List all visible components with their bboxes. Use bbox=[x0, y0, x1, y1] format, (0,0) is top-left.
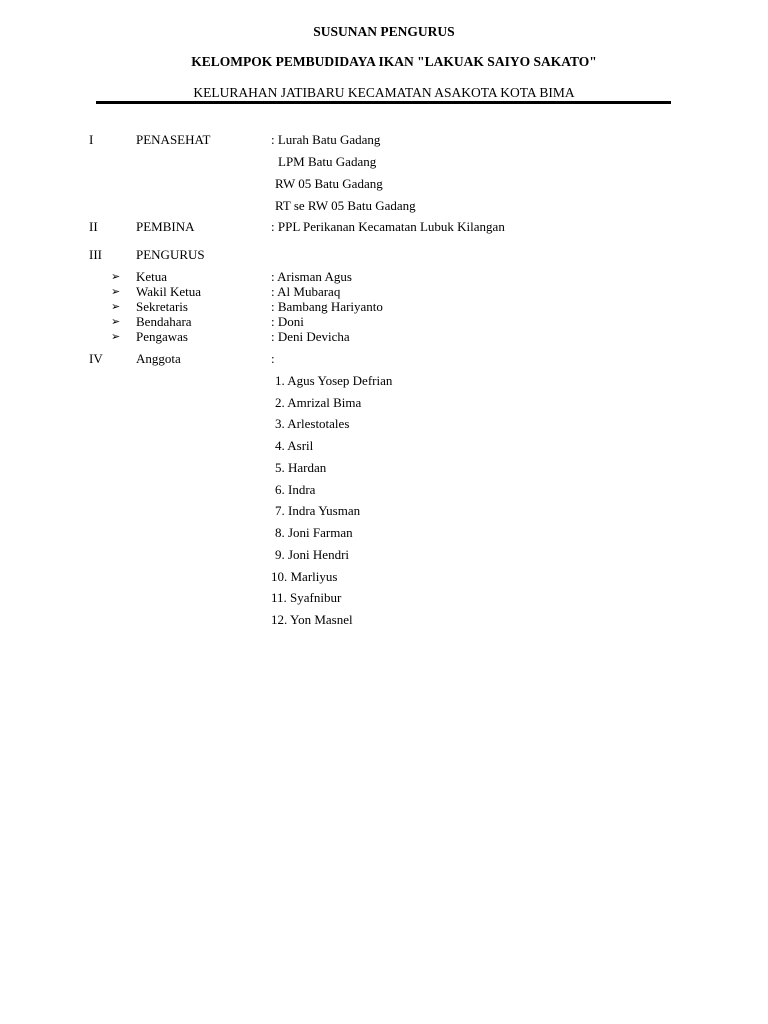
member-item: 10. Marliyus bbox=[271, 569, 338, 584]
arrow-bullet-icon: ➢ bbox=[111, 270, 121, 283]
member-item: 5. Hardan bbox=[275, 460, 327, 475]
member-item: 3. Arlestotales bbox=[275, 416, 350, 431]
section-number-anggota: IV bbox=[89, 351, 103, 366]
member-item: 1. Agus Yosep Defrian bbox=[275, 373, 393, 388]
section-number-pengurus: III bbox=[89, 247, 102, 262]
pengurus-name: : Doni bbox=[271, 314, 304, 329]
pengurus-role: Wakil Ketua bbox=[136, 284, 202, 299]
pengurus-role: Bendahara bbox=[136, 314, 192, 329]
penasehat-value: RT se RW 05 Batu Gadang bbox=[275, 198, 416, 213]
document-title: SUSUNAN PENGURUS bbox=[313, 24, 455, 39]
pengurus-role: Sekretaris bbox=[136, 299, 188, 314]
section-label-penasehat: PENASEHAT bbox=[136, 132, 211, 147]
member-item: 2. Amrizal Bima bbox=[275, 395, 362, 410]
member-item: 11. Syafnibur bbox=[271, 590, 342, 605]
penasehat-value: LPM Batu Gadang bbox=[278, 154, 377, 169]
member-item: 12. Yon Masnel bbox=[271, 612, 353, 627]
location-line: KELURAHAN JATIBARU KECAMATAN ASAKOTA KOTA BIMA bbox=[193, 85, 575, 100]
section-number-penasehat: I bbox=[89, 132, 94, 147]
arrow-bullet-icon: ➢ bbox=[111, 315, 121, 328]
penasehat-value: RW 05 Batu Gadang bbox=[275, 176, 383, 191]
pengurus-name: : Deni Devicha bbox=[271, 329, 350, 344]
member-item: 6. Indra bbox=[275, 482, 316, 497]
member-item: 7. Indra Yusman bbox=[275, 503, 361, 518]
pengurus-name: : Al Mubaraq bbox=[271, 284, 341, 299]
member-item: 4. Asril bbox=[275, 438, 314, 453]
section-label-pembina: PEMBINA bbox=[136, 219, 195, 234]
header-divider bbox=[96, 101, 671, 104]
pengurus-name: : Arisman Agus bbox=[271, 269, 352, 284]
group-name: KELOMPOK PEMBUDIDAYA IKAN "LAKUAK SAIYO SAKATO" bbox=[191, 54, 597, 69]
section-label-pengurus: PENGURUS bbox=[136, 247, 205, 262]
pengurus-role: Ketua bbox=[136, 269, 168, 284]
arrow-bullet-icon: ➢ bbox=[111, 330, 121, 343]
member-item: 8. Joni Farman bbox=[275, 525, 353, 540]
pengurus-name: : Bambang Hariyanto bbox=[271, 299, 383, 314]
pengurus-role: Pengawas bbox=[136, 329, 188, 344]
section-number-pembina: II bbox=[89, 219, 98, 234]
member-item: 9. Joni Hendri bbox=[275, 547, 350, 562]
arrow-bullet-icon: ➢ bbox=[111, 285, 121, 298]
arrow-bullet-icon: ➢ bbox=[111, 300, 121, 313]
penasehat-value: : Lurah Batu Gadang bbox=[271, 132, 381, 147]
anggota-colon: : bbox=[271, 351, 275, 366]
pembina-value: : PPL Perikanan Kecamatan Lubuk Kilangan bbox=[271, 219, 505, 234]
section-label-anggota: Anggota bbox=[136, 351, 181, 366]
